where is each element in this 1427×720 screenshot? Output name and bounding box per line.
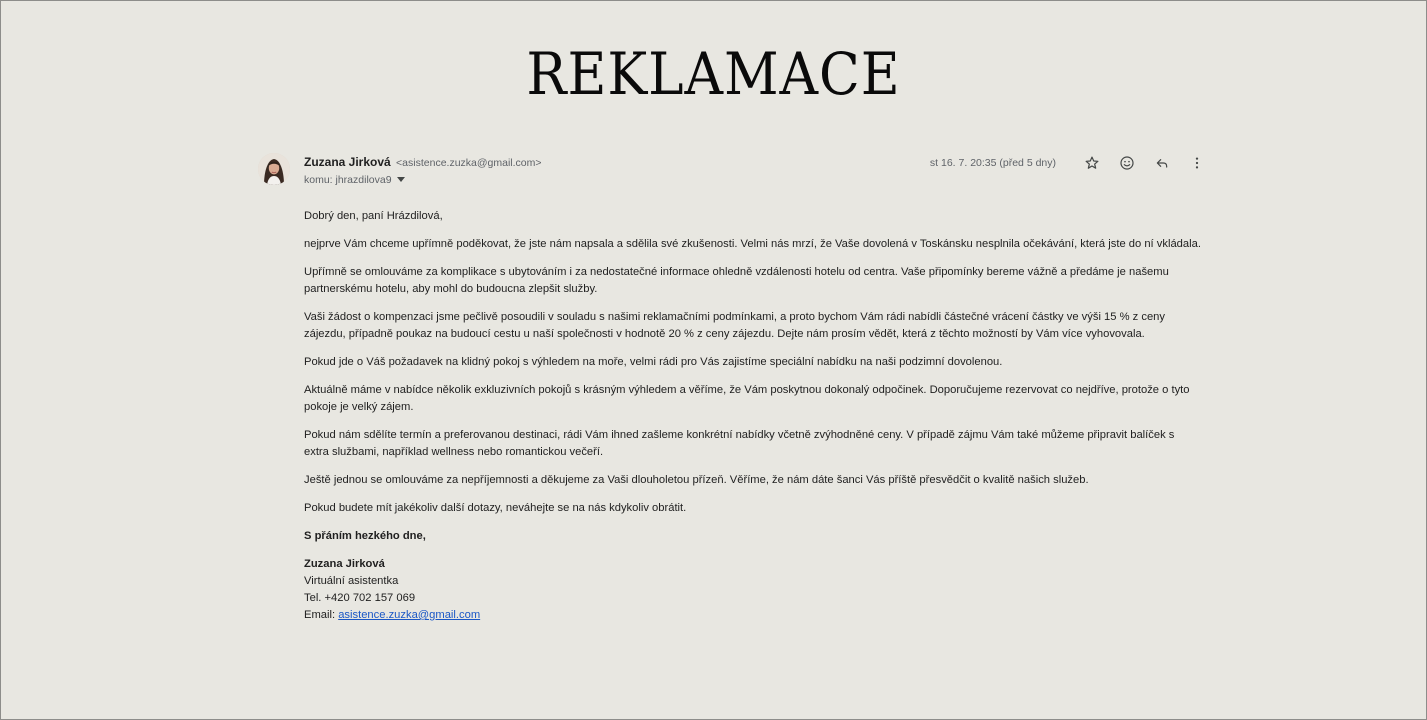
avatar-portrait (258, 153, 290, 185)
email-paragraph: Pokud budete mít jakékoliv další dotazy, neváhejte se na nás kdykoliv obrátit. (304, 502, 687, 514)
signature-email-line (304, 607, 1202, 624)
reply-icon (1154, 155, 1170, 171)
email-paragraph: Vaši žádost o kompenzaci jsme pečlivě posoudili v souladu s našimi reklamačními podmínkami, a proto bychom Vám rádi nabídli částečné vrácení částky ve výši 15 % z ceny zájezdu, případně poukaz na budoucí cestu u naší společnosti v hodnotě 20 % z ceny zájezdu. Dejte nám prosím vědět, která z těchto možností by Vám více vyhovovala. (304, 311, 1165, 340)
emoji-reaction-button[interactable] (1116, 152, 1138, 174)
reply-button[interactable] (1151, 152, 1173, 174)
signature-phone: Tel. +420 702 157 069 (304, 592, 416, 604)
email-paragraph: Upřímně se omlouváme za komplikace s ubytováním i za nedostatečné informace ohledně vzdálenosti hotelu od centra. Vaše připomínky bereme vážně a předáme je našemu partnerskému hotelu, aby mohl do budoucna zlepšit služby. (304, 266, 1169, 295)
email-closing: S přáním hezkého dne, (304, 530, 426, 542)
emoji-icon (1119, 155, 1135, 171)
email-paragraph: Pokud nám sdělíte termín a preferovanou destinaci, rádi Vám ihned zašleme konkrétní nabídky včetně zvýhodněné ceny. V případě zájmu Vám také můžeme připravit balíček s extra službami, například wellness nebo romantickou večeří. (304, 429, 1175, 458)
more-vertical-icon (1189, 155, 1205, 171)
signature-email-label: Email: (304, 609, 339, 621)
signature-role: Virtuální asistentka (304, 575, 399, 587)
sender-name[interactable]: Zuzana Jirková (304, 155, 391, 169)
signature-name: Zuzana Jirková (304, 558, 385, 570)
sender-avatar[interactable] (258, 153, 290, 185)
email-greeting: Dobrý den, paní Hrázdilová, (304, 210, 443, 222)
email-paragraph: Ještě jednou se omlouváme za nepříjemnosti a děkujeme za Vaši dlouholetou přízeň. Věříme, že nám dáte šanci Vás příště přesvědčit o kvalitě našich služeb. (304, 474, 1089, 486)
email-paragraph: Pokud jde o Váš požadavek na klidný pokoj s výhledem na moře, velmi rádi pro Vás zajistíme speciální nabídku na naši podzimní dovolenou. (304, 356, 1003, 368)
signature-email-link[interactable]: asistence.zuzka@gmail.com (338, 609, 481, 621)
email-paragraph: nejprve Vám chceme upřímně poděkovat, že jste nám napsala a sdělila své zkušenosti. Velmi nás mrzí, že Vaše dovolená v Toskánsku nesplnila očekávání, která jste do ní vkládala. (304, 238, 1201, 250)
recipient-text: komu: jhrazdilova9 (304, 174, 392, 186)
message-meta (900, 152, 1208, 174)
star-icon (1084, 155, 1100, 171)
email-body (304, 208, 1202, 624)
email-paragraph: Aktuálně máme v nabídce několik exkluzivních pokojů s krásným výhledem a věříme, že Vám poskytnou dokonalý odpočinek. Doporučujeme rezervovat co nejdříve, protože o tyto pokoje je velký zájem. (304, 384, 1190, 413)
sender-email: <asistence.zuzka@gmail.com> (396, 157, 542, 169)
page-title: REKLAMACE (526, 40, 901, 108)
message-timestamp: st 16. 7. 20:35 (před 5 dny) (929, 157, 1056, 169)
recipient-line[interactable] (304, 174, 405, 186)
star-button[interactable] (1081, 152, 1103, 174)
sender-line (304, 155, 542, 169)
chevron-down-icon[interactable] (397, 176, 405, 185)
more-options-button[interactable] (1186, 152, 1208, 174)
email-signature (304, 556, 1202, 624)
